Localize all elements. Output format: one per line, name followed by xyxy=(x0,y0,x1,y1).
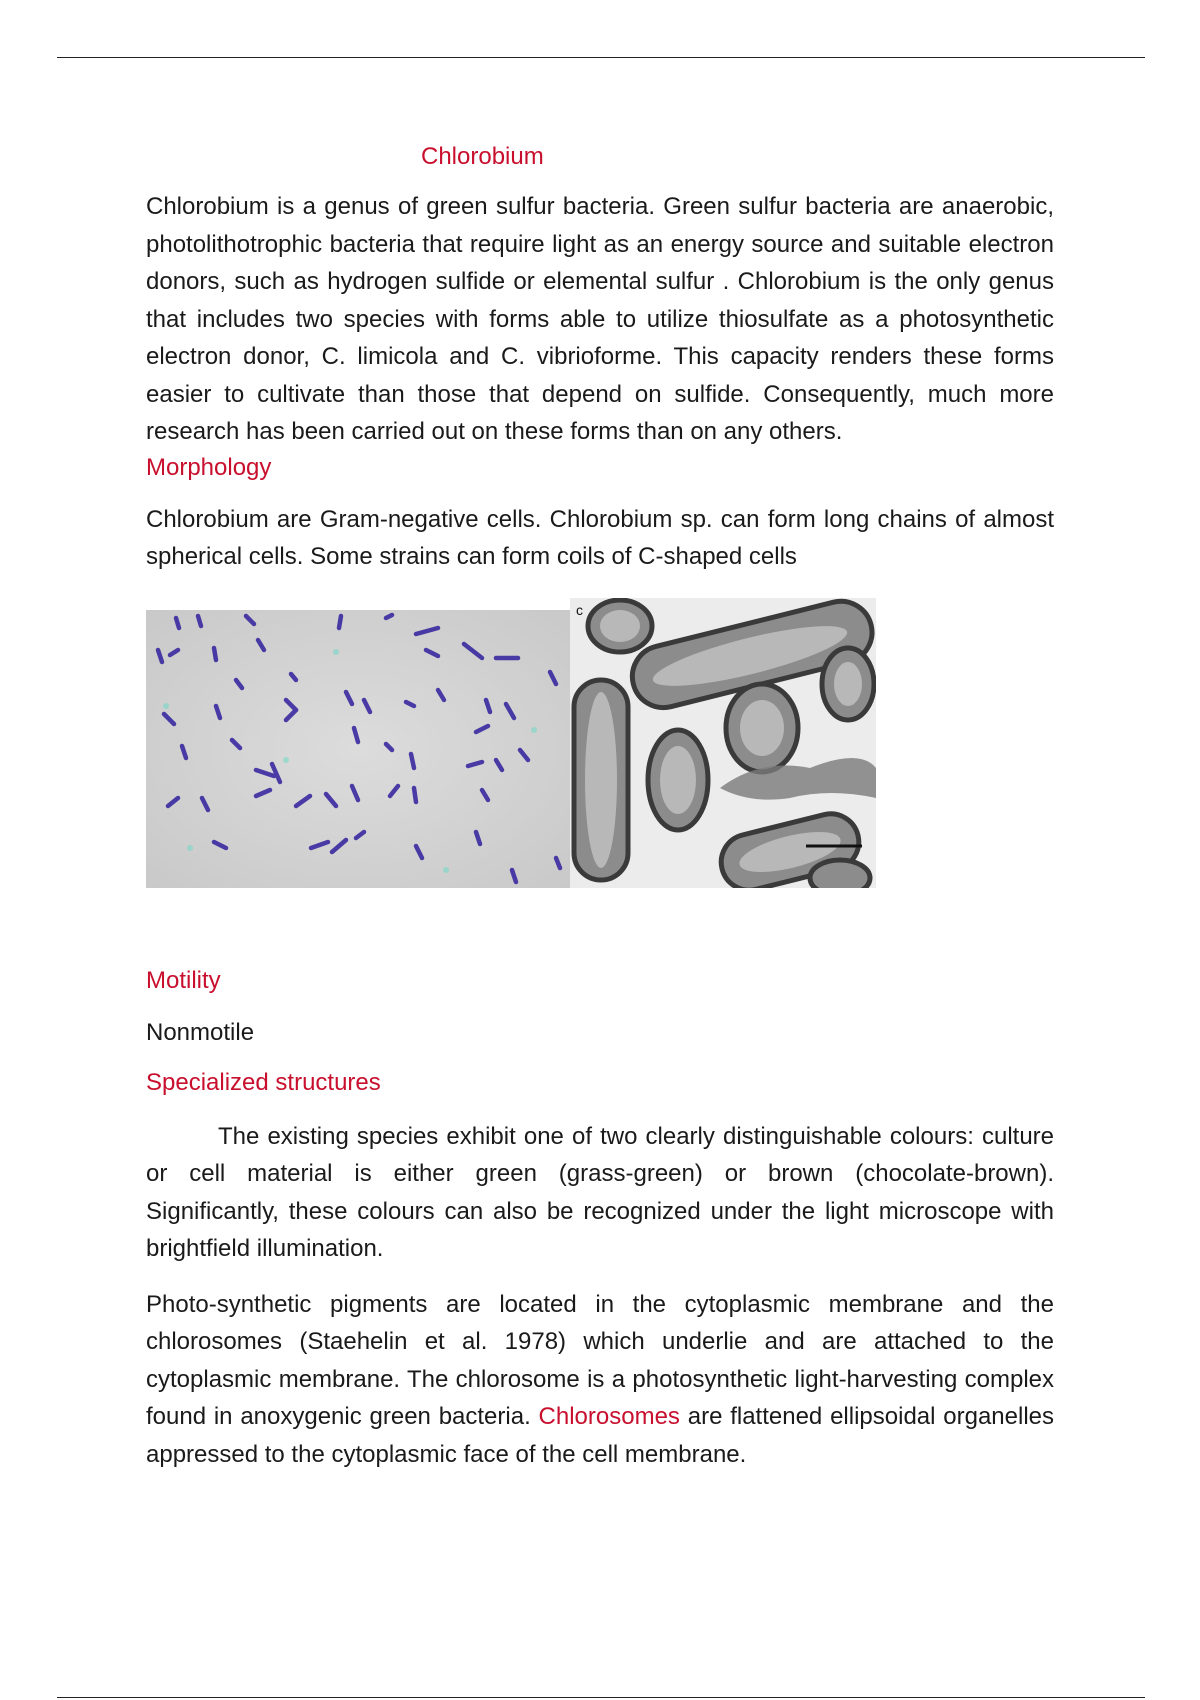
micrograph-figure xyxy=(146,598,876,888)
specialized-paragraph-1: The existing species exhibit one of two clearly distinguishable colours: culture or cell material is either green (grass-green) or brown (chocolate-brown). Significantly, these colours can also be recognized under the light microscope with brightfield illumination. xyxy=(146,1122,1054,1262)
electron-micrograph-image xyxy=(570,598,876,888)
specialized-structures-heading: Specialized structures xyxy=(146,1068,381,1096)
figure-panel-label: c xyxy=(576,601,583,618)
stained-cells-illustration xyxy=(146,610,570,888)
intro-paragraph: Chlorobium is a genus of green sulfur bacteria. Green sulfur bacteria are anaerobic, photolithotrophic bacteria that require light as an energy source and suitable electron donors, such as hydrogen sulfide or elemental sulfur . Chlorobium is the only genus that includes two species with forms able to utilize thiosulfate as a photosynthetic electron donor, C. limicola and C. vibrioforme. This capacity renders these forms easier to cultivate than those that depend on sulfide. Consequently, much more research has been carried out on these forms than on any others. xyxy=(146,193,1054,445)
paragraph-2-start: Photo-synthetic pigments are located in the cytoplasmic membrane and the chlorosomes (Staehelin et al. 1978) which underlie and are attached to the cytoplasmic membrane. The chlorosome is a photosynthetic light-harvesting complex found in anoxygenic green bacteria. xyxy=(146,1290,1054,1430)
morphology-heading: Morphology xyxy=(146,453,272,481)
top-rule xyxy=(57,57,1145,58)
document-body xyxy=(146,140,1054,1473)
motility-text: Nonmotile xyxy=(146,1018,255,1046)
electron-micrograph-illustration xyxy=(570,598,876,888)
light-micrograph-image xyxy=(146,610,570,888)
page-title: Chlorobium xyxy=(421,143,544,170)
chlorosomes-highlight: Chlorosomes xyxy=(538,1403,680,1430)
bottom-rule xyxy=(57,1697,1145,1698)
specialized-paragraph-2 xyxy=(146,1286,1054,1474)
motility-heading: Motility xyxy=(146,966,221,994)
morphology-text: Chlorobium are Gram-negative cells. Chlorobium sp. can form long chains of almost spherical cells. Some strains can form coils of C-shaped cells xyxy=(146,505,1054,570)
paragraph-2-end: are flattened ellipsoidal organelles appressed to the cytoplasmic face of the cell membrane. xyxy=(146,1403,1054,1468)
